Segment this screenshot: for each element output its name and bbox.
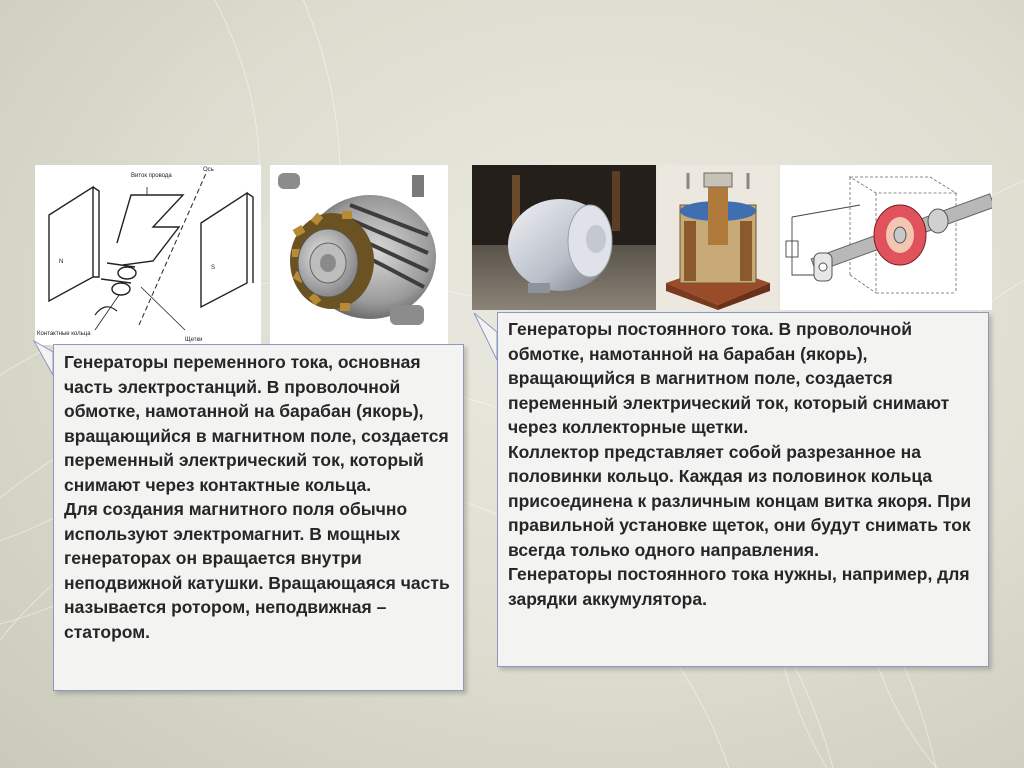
- label-brushes: Щетки: [185, 337, 203, 343]
- dc-generator-callout: [497, 312, 989, 667]
- ac-generator-paragraph-1: Генераторы переменного тока, основная часть электростанций. В проволочной обмотке, намотанной на барабан (якорь), вращающийся в магнитном поле, создается переменный электрический ток, который снимают через контактные кольца.: [64, 352, 449, 495]
- dc-generator-paragraph-2: Коллектор представляет собой разрезанное на половинки кольцо. Каждая из половинок кольца присоединена к различным концам витка якоря. При правильной установке щеток, они будут снимать ток всегда только одного направления.: [508, 441, 972, 560]
- alternator-photo: [270, 165, 448, 345]
- label-n-pole: N: [59, 259, 64, 265]
- dc-generator-paragraph-3: Генераторы постоянного тока нужны, например, для зарядки аккумулятора.: [508, 564, 970, 609]
- dc-generator-paragraph-1: Генераторы постоянного тока. В проволочной обмотке, намотанной на барабан (якорь), вращающийся в магнитном поле, создается переменный электрический ток, который снимают через коллекторные щетки.: [508, 319, 950, 437]
- dc-generator-photo: [472, 165, 656, 310]
- label-axis: Ось: [203, 167, 214, 173]
- label-s-pole: S: [211, 265, 216, 271]
- commutator-model-photo: [658, 165, 778, 310]
- label-slip-rings: Контактные кольца: [37, 331, 91, 337]
- dc-generator-cutaway-diagram: [780, 165, 992, 310]
- ac-generator-diagram: [35, 165, 261, 345]
- ac-generator-callout: [53, 344, 464, 691]
- ac-generator-paragraph-2: Для создания магнитного поля обычно используют электромагнит. В мощных генераторах он вращается внутри неподвижной катушки. Вращающаяся часть называется ротором, неподвижная – статором.: [64, 499, 450, 642]
- label-wire-loop: Виток провода: [131, 173, 172, 179]
